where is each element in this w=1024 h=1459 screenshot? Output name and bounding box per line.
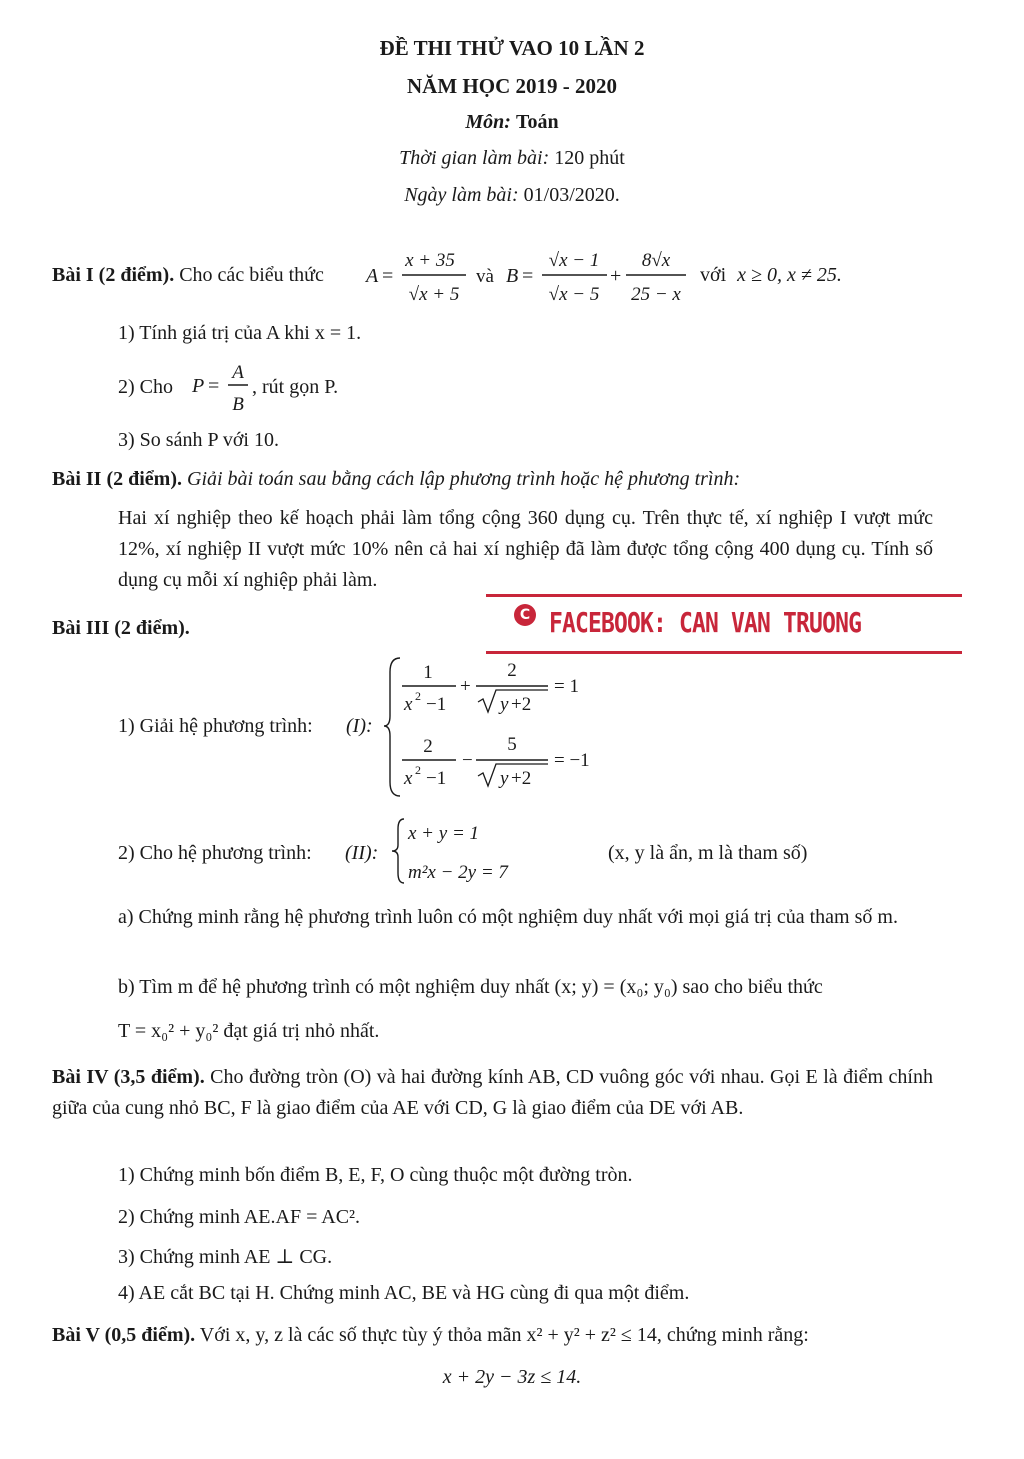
eq2-rhs: = −1 [554,750,590,771]
B-denominator-2: 25 − x [631,284,681,305]
svg-text:+2: +2 [511,694,532,715]
subject-value: Toán [515,111,559,133]
time-line [0,147,1024,170]
bai3-q2-note: (x, y là ẩn, m là tham số) [608,842,808,864]
A-numerator: x + 35 [405,250,455,271]
bai4-q4: 4) AE cắt BC tại H. Chứng minh AC, BE và HG cùng đi qua một điểm. [118,1282,690,1304]
bai3-qb-T: T = x₀² + y₀² đạt giá trị nhỏ nhất. [118,1020,380,1042]
bai4-q2: 2) Chứng minh AE.AF = AC². [118,1206,361,1228]
svg-text:1: 1 [423,662,433,683]
time-label: Thời gian làm bài: [399,147,550,169]
svg-text:=: = [522,265,534,287]
subject-line [0,111,1024,134]
exam-title: ĐỀ THI THỬ VAO 10 LẦN 2 [379,36,645,60]
cond-word: với [700,264,727,286]
bai2-line [52,468,740,491]
svg-text:2: 2 [415,763,421,777]
date-line [0,184,1024,207]
bai4-body: Cho đường tròn (O) và hai đường kính AB, CD vuông góc với nhau. Gọi E là điểm chính giữa của cung nhỏ BC, F là giao điểm của AE với CD, G là giao điểm của DE với AB. [52,1066,933,1119]
svg-text:B: B [232,394,244,415]
bai1-heading: Bài I (2 điểm). [52,264,175,286]
bai3-q1: 1) Giải hệ phương trình: [118,715,313,737]
bai3-q2-label: (II): [345,842,379,864]
sys2-eq1: x + y = 1 [408,823,480,844]
svg-text:A: A [232,362,244,383]
watermark-text: FACEBOOK: CAN VAN TRUONG [549,606,862,639]
c-logo-icon: C [514,604,536,626]
cond-expr: x ≥ 0, x ≠ 25. [737,264,842,286]
bai4-heading: Bài IV (3,5 điểm). [52,1066,205,1088]
svg-text:P: P [192,375,205,397]
svg-text:A: A [366,265,379,287]
bai1-intro [52,264,324,287]
svg-text:B: B [506,265,519,287]
bai3-qb: b) Tìm m để hệ phương trình có một nghiệm duy nhất (x; y) = (x₀; y₀) sao cho biểu thức [118,976,823,998]
B-numerator-1: √x − 1 [548,250,600,271]
bai1-q2-pre: 2) Cho [118,376,173,398]
bai2-heading: Bài II (2 điểm). [52,468,182,490]
bai4-block [52,1062,933,1124]
svg-text:5: 5 [507,734,517,755]
bai3-qa: a) Chứng minh rằng hệ phương trình luôn có một nghiệm duy nhất với mọi giá trị của tham số m. [118,906,898,928]
svg-text:=: = [382,265,394,287]
svg-text:−: − [462,750,473,771]
bai5-line [52,1324,809,1347]
bai4-q3: 3) Chứng minh AE ⊥ CG. [118,1246,333,1268]
svg-text:y: y [500,768,509,789]
bai5-body: Với x, y, z là các số thực tùy ý thỏa mãn x² + y² + z² ≤ 14, chứng minh rằng: [199,1324,809,1346]
bai3-q2: 2) Cho hệ phương trình: [118,842,312,864]
B-denominator-1: √x − 5 [548,284,600,305]
system-one [384,652,614,802]
bai4-q1: 1) Chứng minh bốn điểm B, E, F, O cùng thuộc một đường tròn. [118,1164,633,1186]
and-word: và [476,266,494,287]
bai1-intro-text: Cho các biểu thức [179,264,324,286]
svg-text:2: 2 [415,689,421,703]
bai1-q3: 3) So sánh P với 10. [118,429,279,451]
bai3-q1-label: (I): [346,715,373,737]
svg-text:2: 2 [507,660,517,681]
bai5-heading: Bài V (0,5 điểm). [52,1324,196,1346]
school-year: NĂM HỌC 2019 - 2020 [407,74,617,98]
svg-text:+: + [460,676,471,697]
eq1-rhs: = 1 [554,676,579,697]
svg-text:=: = [208,375,220,397]
A-denominator: √x + 5 [408,284,460,305]
subject-label: Môn: [465,111,511,133]
p-fraction [190,358,260,416]
svg-text:−1: −1 [426,768,447,789]
date-value: 01/03/2020. [523,184,620,206]
sys2-eq2: m²x − 2y = 7 [408,862,508,883]
B-numerator-2: 8√x [641,250,671,271]
svg-text:+: + [610,265,622,287]
bai5-inequality: x + 2y − 3z ≤ 14. [442,1366,582,1388]
bai1-condition [700,264,842,287]
bai1-expressions [364,244,694,308]
bai1-q1: 1) Tính giá trị của A khi x = 1. [118,322,362,344]
svg-text:x: x [404,694,413,715]
watermark-top-line [486,594,962,597]
system-two [392,815,552,887]
svg-text:−1: −1 [426,694,447,715]
svg-text:2: 2 [423,736,433,757]
bai2-body: Hai xí nghiệp theo kế hoạch phải làm tổng cộng 360 dụng cụ. Trên thực tế, xí nghiệp I vượt mức 12%, xí nghiệp II vượt mức 10% nên cả hai xí nghiệp đã làm được tổng cộng 400 dụng cụ. Tính số dụng cụ mỗi xí nghiệp phải làm. [118,507,933,591]
date-label: Ngày làm bài: [404,184,519,206]
svg-text:y: y [500,694,509,715]
time-value: 120 phút [554,147,625,169]
bai3-heading: Bài III (2 điểm). [52,617,190,639]
bai2-instruction: Giải bài toán sau bằng cách lập phương trình hoặc hệ phương trình: [187,468,741,490]
bai1-q2-post: , rút gọn P. [252,376,339,398]
svg-text:x: x [404,768,413,789]
svg-text:+2: +2 [511,768,532,789]
